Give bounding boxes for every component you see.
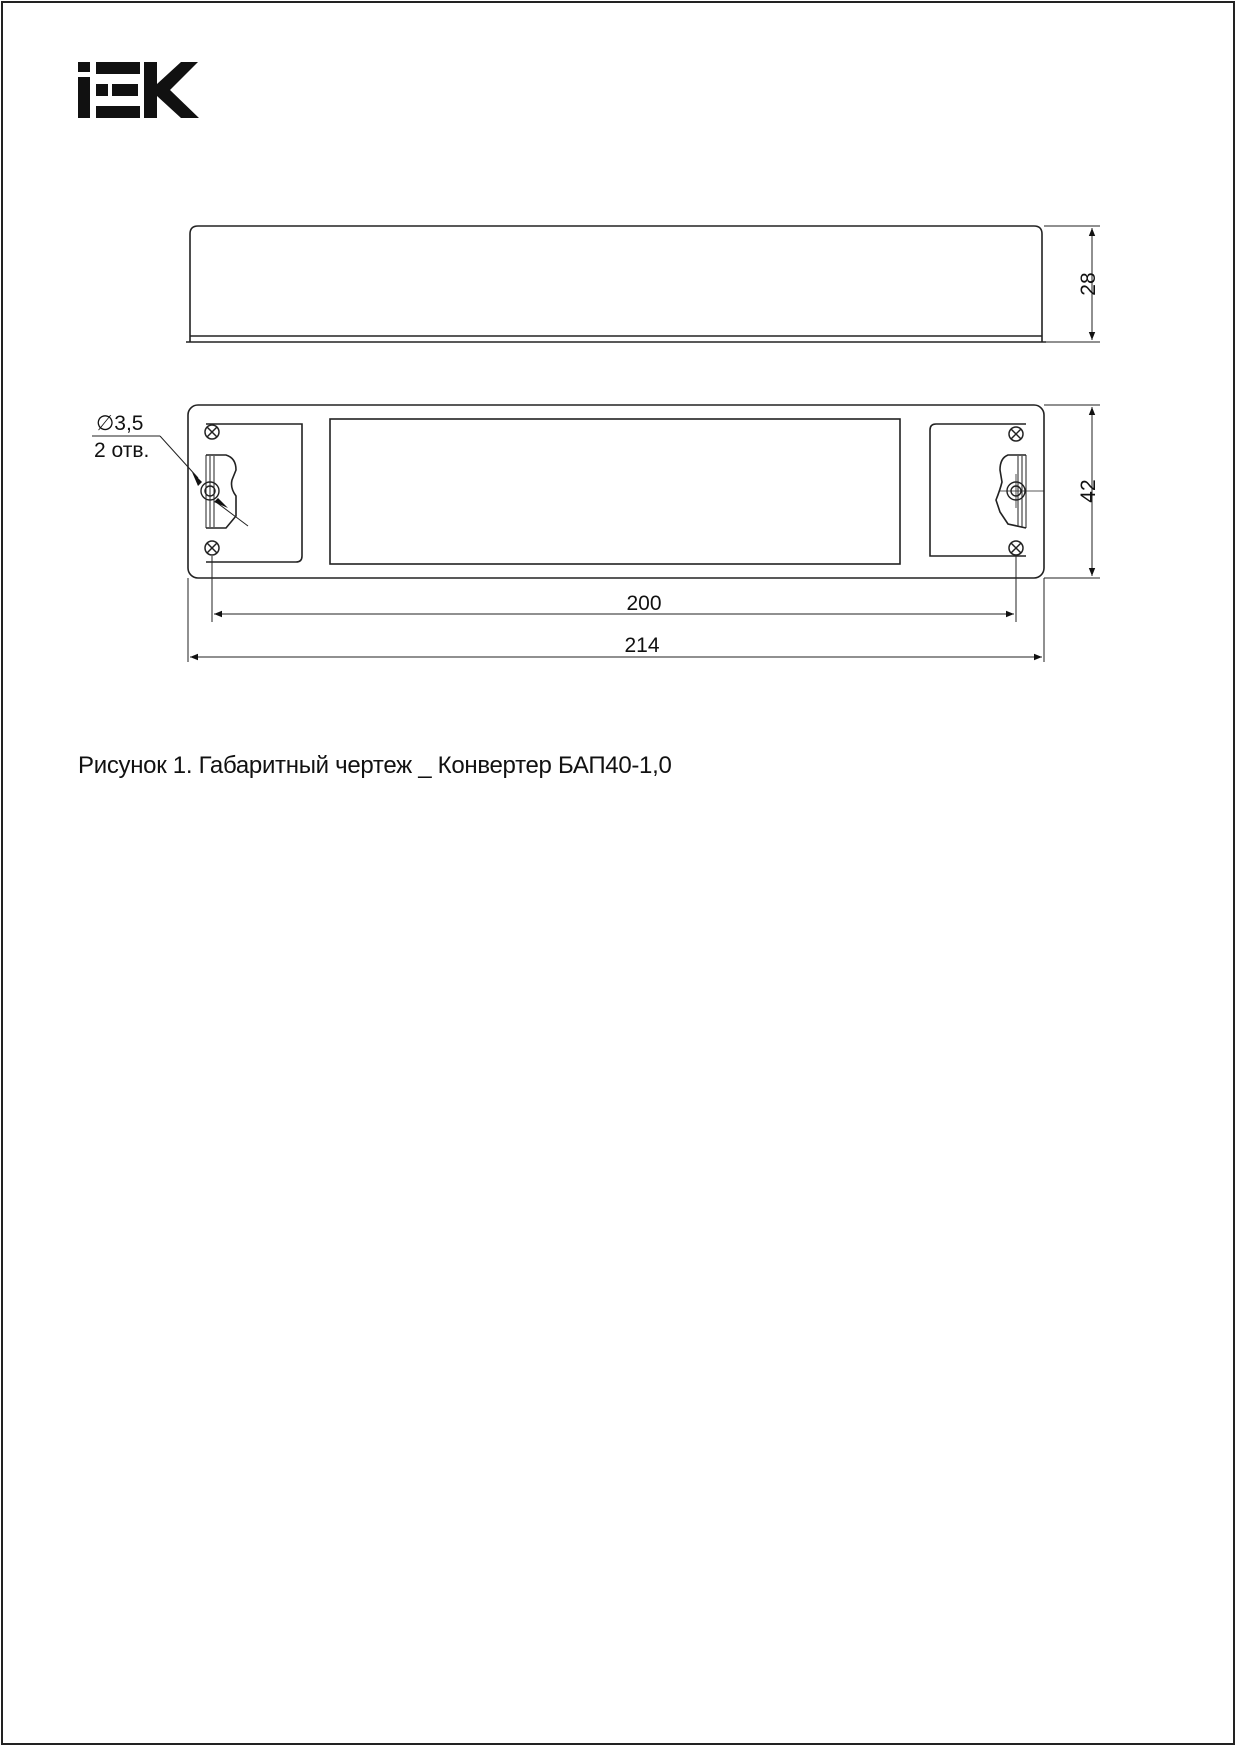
dimension-hole-spacing-label: 200 xyxy=(626,592,662,615)
dimension-length-label: 214 xyxy=(624,634,660,657)
dimension-width-label: 42 xyxy=(1077,479,1100,503)
top-view xyxy=(188,405,1044,578)
mounting-hole-icon xyxy=(201,482,1025,500)
side-view xyxy=(186,226,1046,342)
center-lines xyxy=(210,474,1044,508)
figure-caption: Рисунок 1. Габаритный чертеж _ Конвертер БАП40-1,0 xyxy=(78,752,672,779)
dimension-drawing xyxy=(0,0,1238,720)
dimension-length xyxy=(188,578,1044,662)
dimension-hole-spacing xyxy=(212,556,1016,622)
hole-diameter-label: ∅3,5 xyxy=(96,412,144,435)
callout-arrow xyxy=(192,472,202,486)
callout-arrow xyxy=(214,498,228,508)
groove-lines xyxy=(206,455,1026,528)
dimension-height-label: 28 xyxy=(1077,272,1100,296)
hole-count-label: 2 отв. xyxy=(94,439,150,462)
